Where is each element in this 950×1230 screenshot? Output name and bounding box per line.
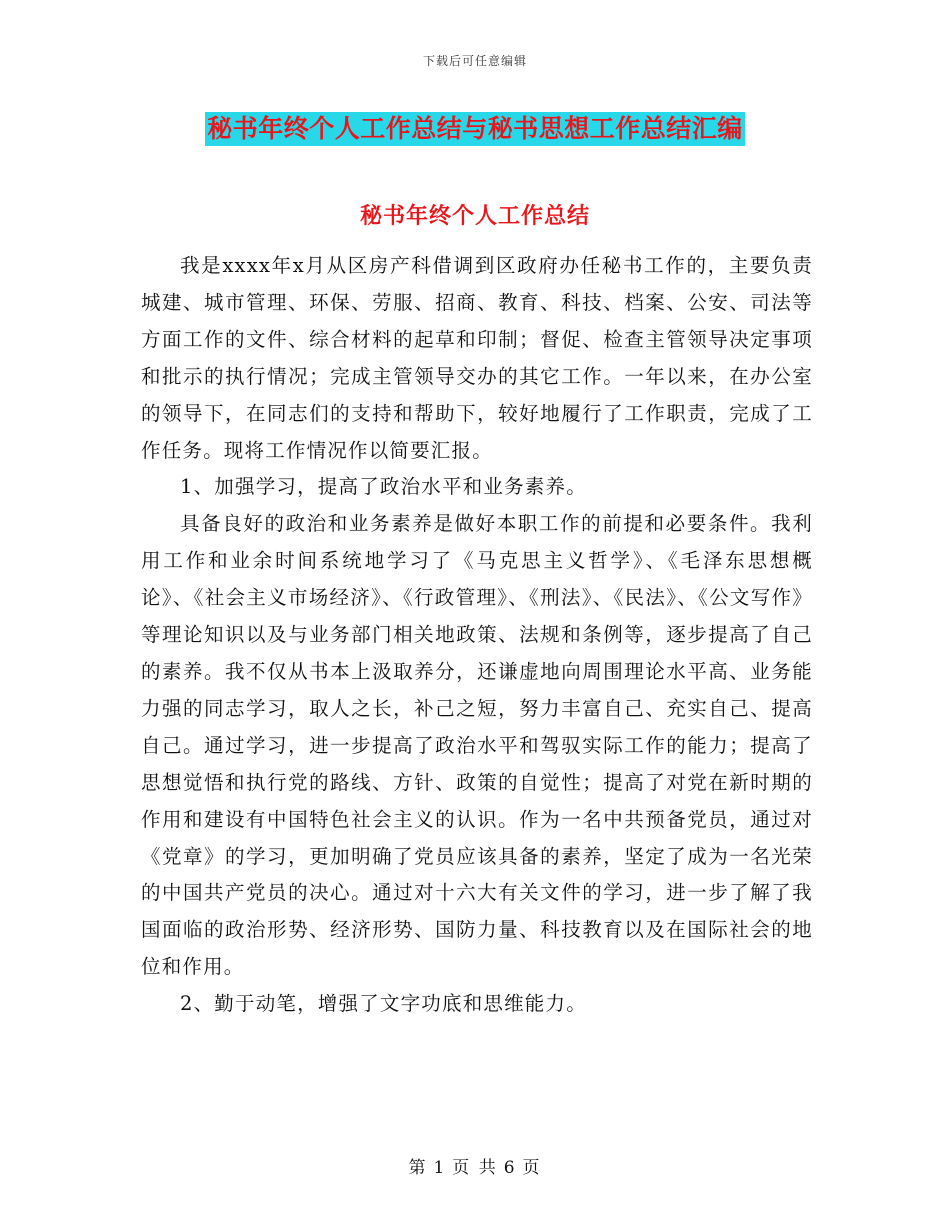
footer-page-number: 1 xyxy=(433,1158,447,1178)
header-note: 下载后可任意编辑 xyxy=(422,54,527,68)
footer-prefix: 第 xyxy=(408,1158,428,1178)
body-paragraph: 具备良好的政治和业务素养是做好本职工作的前提和必要条件。我利用工作和业余时间系统地学习了《马克思主义哲学》、《毛泽东思想概论》、《社会主义市场经济》、《行政管理》、《刑法》、《民法》、《公文写作》等理论知识以及与业务部门相关地政策、法规和条例等，逐步提高了自己的素养。我不仅从书本上汲取养分，还谦虚地向周围理论水平高、业务能力强的同志学习，取人之长，补己之短，努力丰富自己、充实自己、提高自己。通过学习，进一步提高了政治水平和驾驭实际工作的能力；提高了思想觉悟和执行党的路线、方针、政策的自觉性；提高了对党在新时期的作用和建设有中国特色社会主义的认识。作为一名中共预备党员，通过对《党章》的学习，更加明确了党员应该具备的素养，坚定了成为一名光荣的中国共产党员的决心。通过对十六大有关文件的学习，进一步了解了我国面临的政治形势、经济形势、国防力量、科技教育以及在国际社会的地位和作用。 xyxy=(141,512,813,979)
main-title-container xyxy=(0,112,950,146)
footer-total-pages: 6 xyxy=(503,1158,517,1178)
body-paragraph: 2、勤于动笔，增强了文字功底和思维能力。 xyxy=(180,992,587,1016)
section-title: 秘书年终个人工作总结 xyxy=(359,203,590,229)
page-footer xyxy=(0,1153,950,1178)
footer-suffix: 页 xyxy=(522,1158,542,1178)
main-title: 秘书年终个人工作总结与秘书思想工作总结汇编 xyxy=(205,112,745,146)
body-paragraph: 我是xxxx年x月从区房产科借调到区政府办任秘书工作的，主要负责城建、城市管理、环保、劳服、招商、教育、科技、档案、公安、司法等方面工作的文件、综合材料的起草和印制；督促、检查主管领导决定事项和批示的执行情况；完成主管领导交办的其它工作。一年以来，在办公室的领导下，在同志们的支持和帮助下，较好地履行了工作职责，完成了工作任务。现将工作情况作以简要汇报。 xyxy=(141,254,813,462)
body-paragraph: 1、加强学习，提高了政治水平和业务素养。 xyxy=(180,475,587,499)
document-body xyxy=(141,248,813,1023)
footer-middle: 页 共 xyxy=(452,1158,498,1178)
